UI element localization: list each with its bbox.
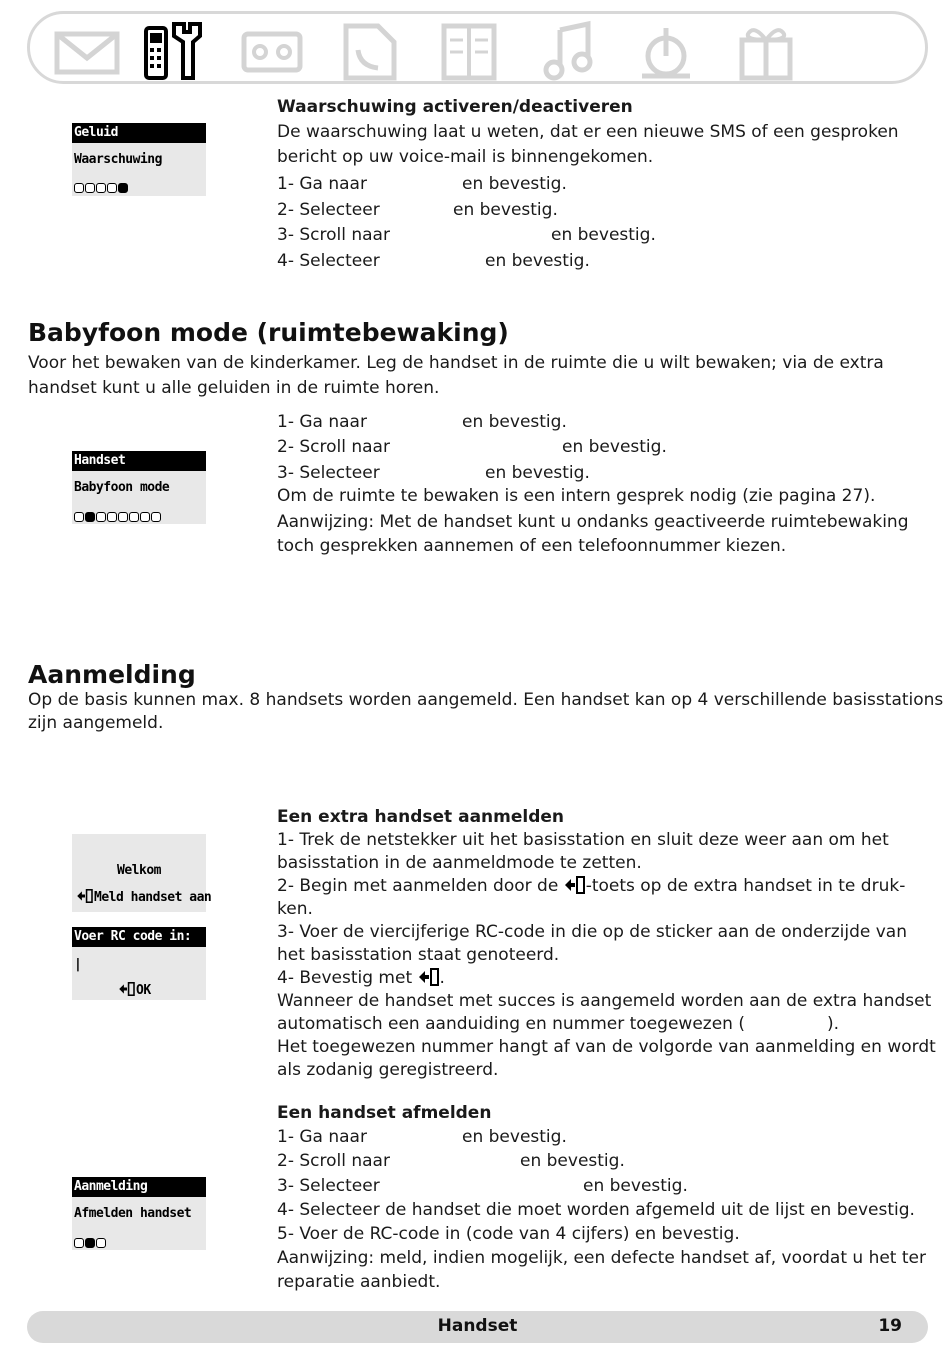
register-line-3: 2- Begin met aanmelden door de -toets op de extra handset in te druk-	[277, 876, 906, 896]
lcd-dot	[85, 183, 95, 193]
page-number: 19	[878, 1316, 902, 1336]
register-heading: Een extra handset aanmelden	[277, 807, 565, 827]
music-note-icon	[538, 20, 598, 82]
unregister-step-3: 3- Selecteer en bevestig.	[277, 1176, 688, 1196]
lcd-title: Voer RC code in:	[72, 927, 206, 947]
babyfoon-note-2: Aanwijzing: Met de handset kunt u ondanks geactiveerde ruimtebewaking	[277, 512, 909, 532]
chapter-icon-bar	[27, 11, 928, 84]
lcd-dot	[107, 512, 117, 522]
lcd-dot-active	[85, 1238, 95, 1248]
unregister-step-1: 1- Ga naar en bevestig.	[277, 1127, 567, 1147]
ok-key-icon	[76, 889, 94, 903]
lcd-dot	[74, 183, 84, 193]
lcd-dot	[96, 512, 106, 522]
unregister-note-2: reparatie aanbiedt.	[277, 1272, 441, 1292]
warning-intro-line-1: De waarschuwing laat u weten, dat er een nieuwe SMS of een gesproken	[277, 122, 899, 142]
lcd-dot	[140, 512, 150, 522]
unregister-step-5: 5- Voer de RC-code in (code van 4 cijfers) en bevestig.	[277, 1224, 740, 1244]
register-line-1: 1- Trek de netstekker uit het basisstation en sluit deze weer aan om het	[277, 830, 889, 850]
phonebook-icon	[338, 20, 400, 82]
lcd-position-dots	[74, 1238, 106, 1248]
babyfoon-intro-line-2: handset kunt u alle geluiden in de ruimte horen.	[28, 378, 440, 398]
warning-step-2: 2- Selecteer en bevestig.	[277, 200, 558, 220]
lcd-welcome-text: Welkom	[117, 863, 161, 878]
register-line-8: Wanneer de handset met succes is aangemeld worden aan de extra handset	[277, 991, 932, 1011]
babyfoon-step-1: 1- Ga naar en bevestig.	[277, 412, 567, 432]
lcd-position-dots	[74, 512, 161, 522]
aanmelding-title: Aanmelding	[28, 660, 196, 689]
alarm-icon	[634, 20, 698, 82]
lcd-rc-code-screen	[72, 927, 206, 1000]
lcd-dot	[118, 512, 128, 522]
register-line-10: Het toegewezen nummer hangt af van de volgorde van aanmelding en wordt	[277, 1037, 936, 1057]
babyfoon-note-3: toch gesprekken aannemen of een telefoonnummer kiezen.	[277, 536, 787, 556]
lcd-warning-screen	[72, 123, 206, 196]
cassette-icon	[238, 20, 304, 82]
register-line-2: basisstation in de aanmeldmode te zetten.	[277, 853, 642, 873]
lcd-babyfoon-screen	[72, 451, 206, 524]
lcd-dot	[74, 512, 84, 522]
unregister-heading: Een handset afmelden	[277, 1103, 492, 1123]
lcd-dot	[74, 1238, 84, 1248]
lcd-position-dots	[74, 183, 128, 193]
lcd-title: Handset	[72, 451, 206, 471]
lcd-dot	[96, 1238, 106, 1248]
lcd-menu-item: Afmelden handset	[74, 1206, 192, 1221]
lcd-ok-softkey: OK	[72, 982, 206, 1000]
lcd-dot-active	[85, 512, 95, 522]
lcd-welcome-screen	[72, 834, 212, 912]
babyfoon-intro-line-1: Voor het bewaken van de kinderkamer. Leg de handset in de ruimte die u wilt bewaken; via de extra	[28, 353, 884, 373]
aanmelding-intro-line-1: Op de basis kunnen max. 8 handsets worden aangemeld. Een handset kan op 4 verschillende basisstations	[28, 690, 944, 710]
unregister-step-4: 4- Selecteer de handset die moet worden afgemeld uit de lijst en bevestig.	[277, 1200, 915, 1220]
ok-key-icon	[118, 982, 136, 996]
register-line-7: 4- Bevestig met .	[277, 968, 445, 988]
unregister-note-1: Aanwijzing: meld, indien mogelijk, een defecte handset af, voordat u het ter	[277, 1248, 926, 1268]
lcd-dot	[129, 512, 139, 522]
babyfoon-step-2: 2- Scroll naar en bevestig.	[277, 437, 667, 457]
lcd-dot-active	[118, 183, 128, 193]
handset-settings-icon	[140, 20, 206, 82]
aanmelding-intro-line-2: zijn aangemeld.	[28, 713, 164, 733]
lcd-dot	[96, 183, 106, 193]
lcd-menu-item: Waarschuwing	[74, 152, 162, 167]
lcd-title: Geluid	[72, 123, 206, 143]
ok-key-icon	[564, 876, 586, 894]
register-line-6: het basisstation staat genoteerd.	[277, 945, 560, 965]
lcd-register-prompt: Meld handset aan	[72, 889, 206, 907]
unregister-step-2: 2- Scroll naar en bevestig.	[277, 1151, 625, 1171]
ok-key-icon	[418, 968, 440, 986]
page-footer	[27, 1311, 928, 1343]
register-line-4: ken.	[277, 899, 313, 919]
book-icon	[438, 20, 500, 82]
footer-chapter-title: Handset	[437, 1316, 518, 1336]
envelope-icon	[52, 20, 124, 82]
gift-icon	[734, 20, 798, 82]
babyfoon-title: Babyfoon mode (ruimtebewaking)	[28, 318, 509, 347]
lcd-title: Aanmelding	[72, 1177, 206, 1197]
lcd-dot	[151, 512, 161, 522]
register-line-5: 3- Voer de viercijferige RC-code in die op de sticker aan de onderzijde van	[277, 922, 907, 942]
warning-step-4: 4- Selecteer en bevestig.	[277, 251, 590, 271]
babyfoon-step-3: 3- Selecteer en bevestig.	[277, 463, 590, 483]
warning-step-3: 3- Scroll naar en bevestig.	[277, 225, 656, 245]
lcd-cursor: |	[74, 957, 82, 972]
register-line-9: automatisch een aanduiding en nummer toegewezen ( ).	[277, 1014, 840, 1034]
register-line-11: als zodanig geregistreerd.	[277, 1060, 499, 1080]
babyfoon-note-1: Om de ruimte te bewaken is een intern gesprek nodig (zie pagina 27).	[277, 486, 876, 506]
lcd-unregister-screen	[72, 1177, 206, 1250]
lcd-dot	[107, 183, 117, 193]
warning-step-1: 1- Ga naar en bevestig.	[277, 174, 567, 194]
warning-heading: Waarschuwing activeren/deactiveren	[277, 97, 633, 117]
warning-intro-line-2: bericht op uw voice-mail is binnengekomen.	[277, 147, 654, 167]
lcd-menu-item: Babyfoon mode	[74, 480, 170, 495]
